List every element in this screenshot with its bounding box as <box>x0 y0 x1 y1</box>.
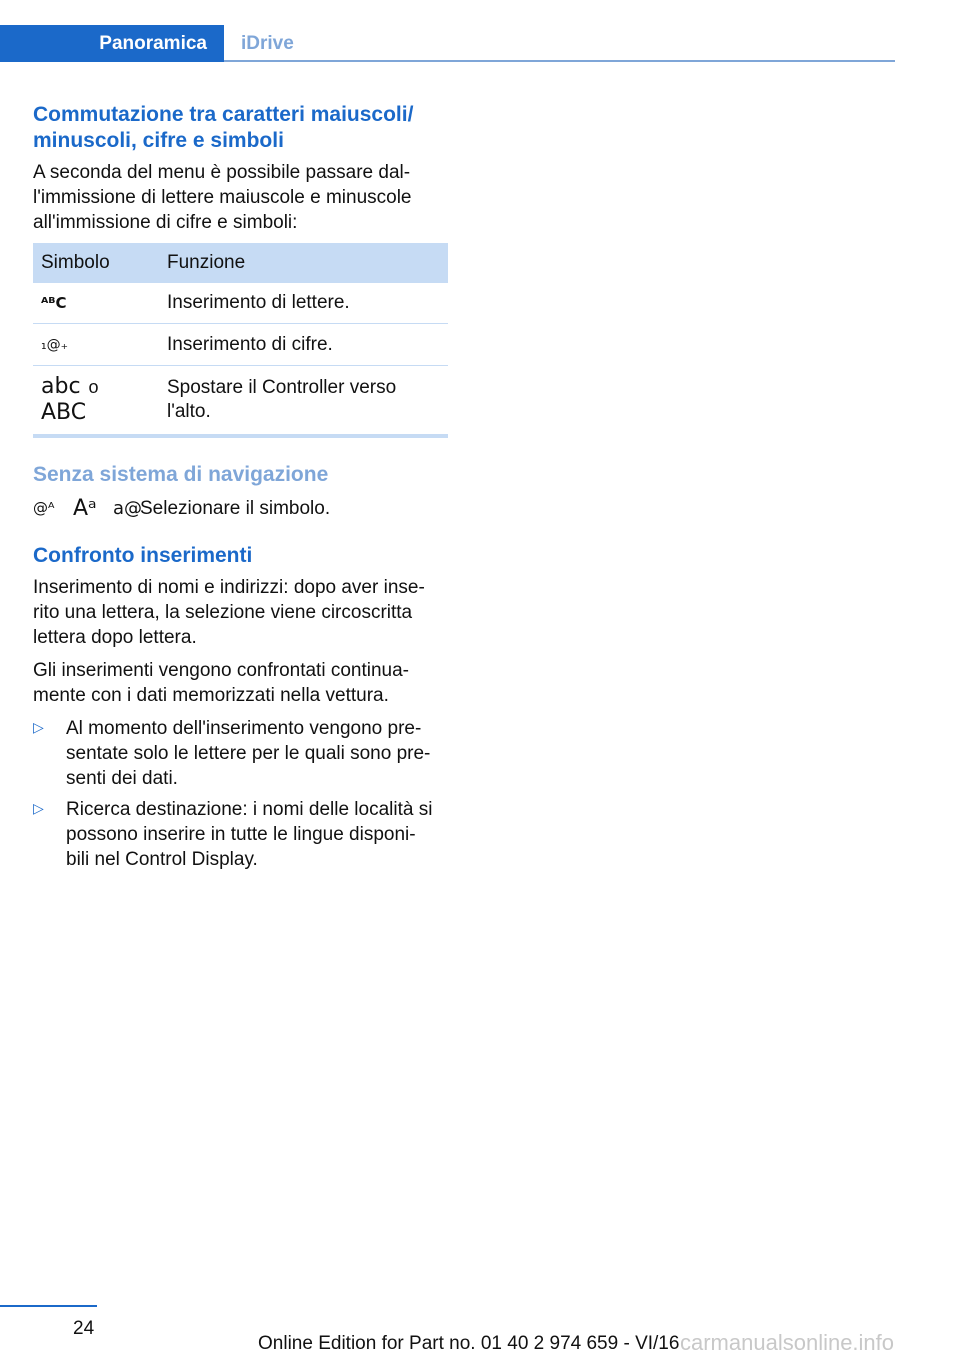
watermark: carmanualsonline.info <box>680 1330 895 1355</box>
tab-idrive[interactable] <box>224 25 294 62</box>
compare-bullet-list <box>33 716 448 872</box>
table-header-row <box>33 243 448 283</box>
at-symbol-icon: @ᴬ <box>33 499 55 517</box>
lowercase-abc-icon: abc <box>41 374 81 399</box>
main-content <box>33 102 448 878</box>
uppercase-abc-icon: ABC <box>41 400 87 425</box>
tab-idrive-label: iDrive <box>241 32 294 54</box>
edition-footer: Online Edition for Part no. 01 40 2 974 659 - VI/16 <box>258 1333 680 1354</box>
symbol-icons-row <box>33 496 448 521</box>
compare-para-1: Inserimento di nomi e indirizzi: dopo aver inse- rito una lettera, la selezione viene circoscritta lettera dopo lettera. <box>33 577 425 648</box>
select-symbol-text: Selezionare il simbolo. <box>140 498 331 519</box>
list-item: ▷ Ricerca destinazione: i nomi delle località si possono inserire in tutte le lingue disponi- bili nel Control Display. <box>33 799 433 870</box>
table-cell-function: Inserimento di lettere. <box>159 283 448 324</box>
footer-rule <box>0 1305 97 1307</box>
case-switch-icon <box>33 366 159 437</box>
table-cell-function: Spostare il Controller verso l'alto. <box>159 366 448 437</box>
table-header-function: Funzione <box>159 243 448 283</box>
or-label: o <box>88 377 99 397</box>
symbol-function-table <box>33 243 448 438</box>
table-header-symbol: Simbolo <box>33 243 159 283</box>
triangle-bullet-icon: ▷ <box>33 801 44 817</box>
tab-panoramica-label: Panoramica <box>99 32 207 54</box>
tab-panoramica[interactable] <box>0 25 224 62</box>
digits-input-icon: ₁@₊ <box>41 337 69 353</box>
lowercase-a-icon: a@ <box>113 498 143 519</box>
table-row <box>33 283 448 324</box>
uppercase-A-icon: Aᵃ <box>73 496 97 521</box>
letters-input-icon: ᴬᴮC <box>41 294 67 312</box>
triangle-bullet-icon: ▷ <box>33 720 44 736</box>
section-heading-no-navigation: Senza sistema di navigazione <box>33 463 329 486</box>
page-number: 24 <box>73 1318 95 1339</box>
section-heading-switching: Commutazione tra caratteri maiuscoli/ minuscoli, cifre e simboli <box>33 103 414 152</box>
table-cell-function: Inserimento di cifre. <box>159 324 448 366</box>
header-tabs <box>0 25 895 62</box>
section-heading-compare: Confronto inserimenti <box>33 544 253 567</box>
compare-para-2: Gli inserimenti vengono confrontati continua- mente con i dati memorizzati nella vettura. <box>33 660 409 706</box>
section-intro: A seconda del menu è possibile passare dal- l'immissione di lettere maiuscole e minuscole all'immissione di cifre e simboli: <box>33 162 412 233</box>
table-row <box>33 366 448 437</box>
table-row <box>33 324 448 366</box>
list-item: ▷ Al momento dell'inserimento vengono pre- sentate solo le lettere per le quali sono pre- senti dei dati. <box>33 718 431 789</box>
